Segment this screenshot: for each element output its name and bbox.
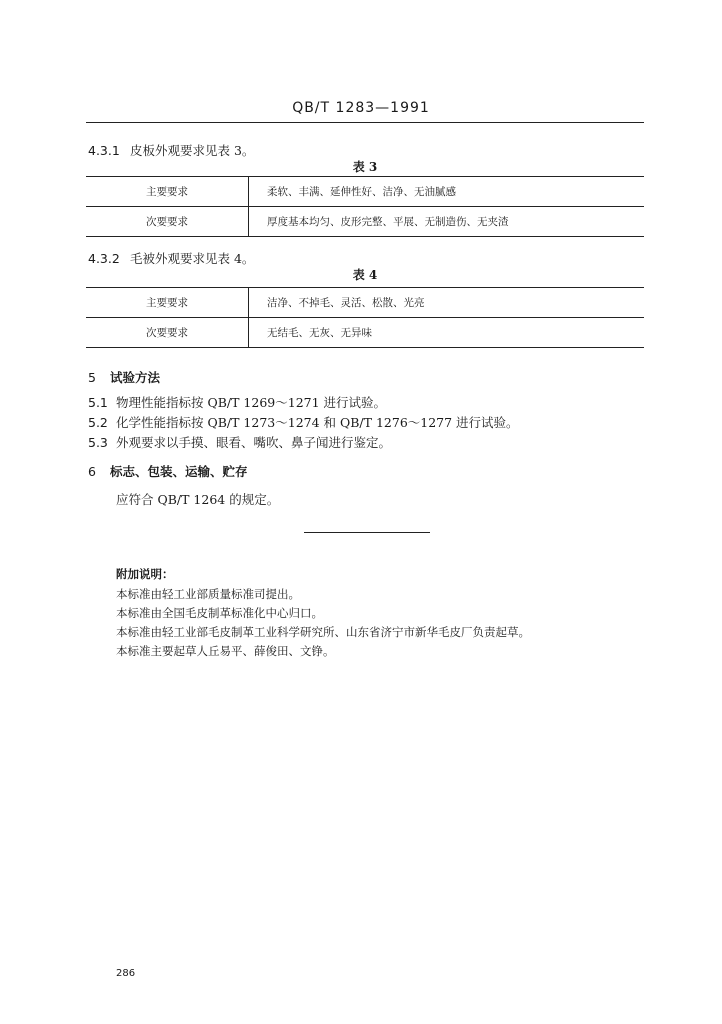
table-row — [86, 288, 644, 318]
notes-line: 本标准主要起草人丘易平、薛俊田、文铮。 — [116, 644, 335, 658]
section-6-text: 应符合 QB/T 1264 的规定。 — [116, 492, 280, 507]
clause-text: 物理性能指标按 QB/T 1269～1271 进行试验。 — [116, 395, 387, 410]
section-title-text: 标志、包装、运输、贮存 — [110, 464, 248, 479]
clause-4-3-1 — [88, 141, 254, 159]
section-6-title — [88, 462, 248, 480]
table3-caption: 表 3 — [352, 160, 378, 174]
table-row-value: 洁净、不掉毛、灵活、松散、光亮 — [249, 288, 645, 318]
header-rule — [86, 122, 644, 123]
standard-code: QB/T 1283—1991 — [292, 100, 430, 116]
table-row — [86, 207, 644, 237]
table-row-label: 次要要求 — [86, 318, 249, 348]
table-row-value: 柔软、丰满、延伸性好、洁净、无油腻感 — [249, 177, 645, 207]
section-number: 6 — [88, 464, 96, 479]
clause-number: 4.3.1 — [88, 143, 120, 158]
clause-number: 5.3 — [88, 435, 108, 450]
clause-5-3 — [88, 433, 391, 451]
table-row-label: 次要要求 — [86, 207, 249, 237]
section-title-text: 试验方法 — [110, 370, 161, 385]
section-5-title — [88, 368, 160, 386]
clause-text: 外观要求以手摸、眼看、嘴吹、鼻子闻进行鉴定。 — [116, 435, 392, 450]
notes-line: 本标准由轻工业部质量标准司提出。 — [116, 587, 300, 601]
table-4 — [86, 287, 644, 348]
clause-4-3-2 — [88, 249, 254, 267]
page-number: 286 — [116, 968, 136, 979]
table4-caption: 表 4 — [352, 268, 378, 282]
clause-number: 5.2 — [88, 415, 108, 430]
notes-line: 本标准由全国毛皮制革标准化中心归口。 — [116, 606, 323, 620]
table-row — [86, 177, 644, 207]
clause-number: 5.1 — [88, 395, 108, 410]
section-number: 5 — [88, 370, 96, 385]
clause-text: 皮板外观要求见表 3。 — [130, 143, 255, 158]
clause-5-2 — [88, 413, 519, 431]
clause-5-1 — [88, 393, 386, 411]
table-row — [86, 318, 644, 348]
table-3 — [86, 176, 644, 237]
table-row-value: 厚度基本均匀、皮形完整、平展、无制造伤、无夹渣 — [249, 207, 645, 237]
clause-number: 4.3.2 — [88, 251, 120, 266]
notes-line: 本标准由轻工业部毛皮制革工业科学研究所、山东省济宁市新华毛皮厂负责起草。 — [116, 625, 530, 639]
clause-text: 化学性能指标按 QB/T 1273～1274 和 QB/T 1276～1277 进行试验。 — [116, 415, 519, 430]
notes-title: 附加说明： — [116, 567, 174, 581]
clause-text: 毛被外观要求见表 4。 — [130, 251, 255, 266]
end-rule — [304, 532, 430, 533]
table-row-label: 主要要求 — [86, 177, 249, 207]
table-row-label: 主要要求 — [86, 288, 249, 318]
table-row-value: 无结毛、无灰、无异味 — [249, 318, 645, 348]
